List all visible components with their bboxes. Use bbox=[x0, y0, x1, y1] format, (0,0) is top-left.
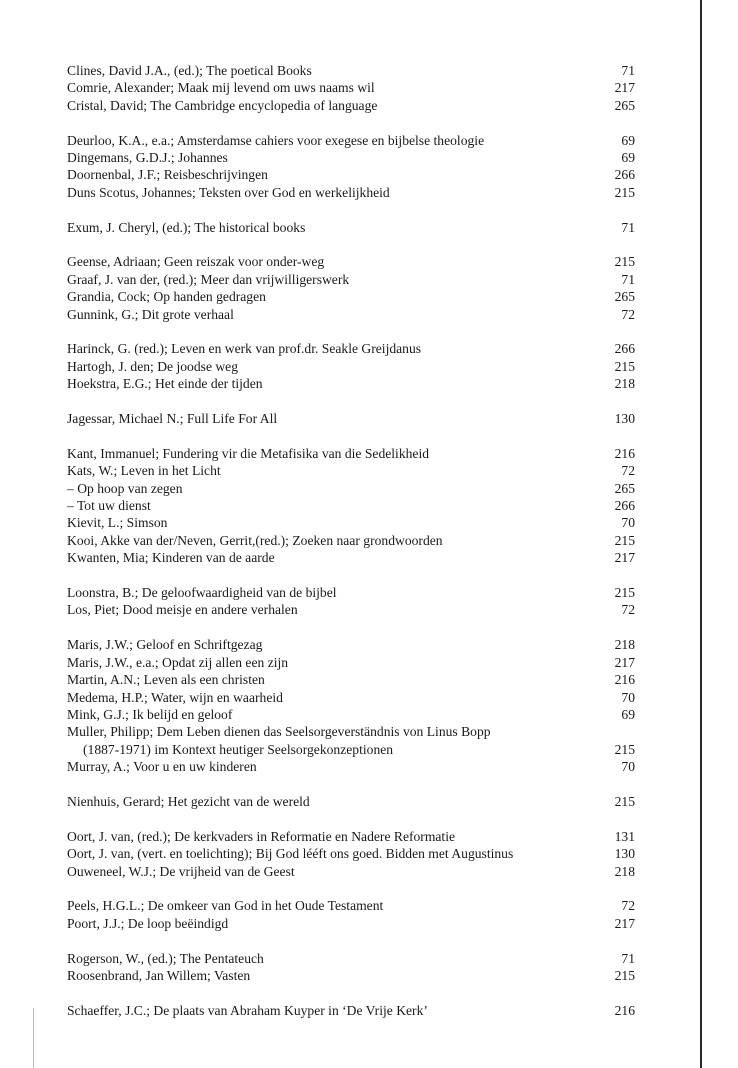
entry-title-text: Poort, J.J.; De loop beëindigd bbox=[67, 915, 229, 931]
index-entry bbox=[67, 462, 635, 479]
entry-title bbox=[67, 758, 607, 775]
entry-title bbox=[67, 514, 607, 531]
entry-page-number: 218 bbox=[614, 376, 635, 392]
index-entry bbox=[67, 166, 635, 183]
entry-title-text: Peels, H.G.L.; De omkeer van God in het Oude Testament bbox=[67, 898, 384, 914]
index-entry bbox=[67, 863, 635, 880]
entry-title bbox=[67, 306, 607, 323]
index-entry bbox=[67, 549, 635, 566]
index-entry bbox=[67, 584, 635, 601]
entry-title-text: Oort, J. van, (vert. en toelichting); Bij God lééft ons goed. Bidden met Augustinus bbox=[67, 846, 514, 862]
entry-page-number: 217 bbox=[614, 80, 635, 96]
index-entry bbox=[67, 915, 635, 932]
index-entry bbox=[67, 689, 635, 706]
entry-title-text: Grandia, Cock; Op handen gedragen bbox=[67, 289, 266, 305]
index-entry bbox=[67, 654, 635, 671]
entry-page-number: 131 bbox=[614, 828, 635, 844]
entry-title bbox=[67, 584, 607, 601]
entry-title-text: Kievit, L.; Simson bbox=[67, 515, 168, 531]
index-letter-group bbox=[67, 636, 635, 775]
entry-page-number: 266 bbox=[614, 167, 635, 183]
index-letter-group bbox=[67, 1002, 635, 1019]
entry-page-number: 215 bbox=[614, 532, 635, 548]
entry-title-text: Los, Piet; Dood meisje en andere verhalen bbox=[67, 602, 298, 618]
entry-title bbox=[67, 497, 607, 514]
entry-title-text: Exum, J. Cheryl, (ed.); The historical books bbox=[67, 219, 306, 235]
index-entry bbox=[67, 967, 635, 984]
entry-title bbox=[67, 132, 607, 149]
entry-title bbox=[67, 166, 607, 183]
index-letter-group bbox=[67, 253, 635, 323]
entry-page-number: 69 bbox=[621, 706, 635, 722]
entry-title-text: Maris, J.W.; Geloof en Schriftgezag bbox=[67, 637, 263, 653]
entry-title-text: – Tot uw dienst bbox=[67, 498, 151, 514]
entry-title-text: Dingemans, G.D.J.; Johannes bbox=[67, 150, 228, 166]
entry-title-text: Muller, Philipp; Dem Leben dienen das Seelsorgeverständnis von Linus Bopp bbox=[67, 724, 491, 740]
entry-title bbox=[67, 480, 607, 497]
index-entry bbox=[67, 340, 635, 357]
entry-page-number: 72 bbox=[621, 463, 635, 479]
entry-title bbox=[67, 375, 607, 392]
entry-title bbox=[67, 358, 607, 375]
entry-title bbox=[67, 410, 607, 427]
index-letter-group bbox=[67, 132, 635, 202]
index-entry bbox=[67, 532, 635, 549]
index-entry bbox=[67, 445, 635, 462]
entry-title bbox=[67, 184, 607, 201]
index-letter-group bbox=[67, 410, 635, 427]
index-letter-group bbox=[67, 950, 635, 985]
index-entry bbox=[67, 79, 635, 96]
entry-page-number: 265 bbox=[614, 97, 635, 113]
index-entry bbox=[67, 828, 635, 845]
index-letter-group bbox=[67, 445, 635, 567]
index-entry bbox=[67, 671, 635, 688]
index-entry bbox=[67, 723, 635, 758]
index-entry bbox=[67, 149, 635, 166]
entry-title-text: Schaeffer, J.C.; De plaats van Abraham Kuyper in ‘De Vrije Kerk’ bbox=[67, 1002, 428, 1018]
entry-title bbox=[67, 689, 607, 706]
entry-title-text: Loonstra, B.; De geloofwaardigheid van de bijbel bbox=[67, 585, 337, 601]
index-entry bbox=[67, 497, 635, 514]
entry-page-number: 215 bbox=[614, 793, 635, 809]
entry-title bbox=[67, 601, 607, 618]
index-entry bbox=[67, 636, 635, 653]
index-entry bbox=[67, 1002, 635, 1019]
entry-title-text: Kwanten, Mia; Kinderen van de aarde bbox=[67, 550, 275, 566]
entry-page-number: 215 bbox=[614, 358, 635, 374]
entry-page-number: 266 bbox=[614, 341, 635, 357]
page-edge-line bbox=[700, 0, 702, 1068]
entry-title-text: – Op hoop van zegen bbox=[67, 480, 183, 496]
entry-title bbox=[67, 271, 607, 288]
entry-title-text: Jagessar, Michael N.; Full Life For All bbox=[67, 411, 278, 427]
entry-page-number: 216 bbox=[614, 445, 635, 461]
entry-title-text: Martin, A.N.; Leven als een christen bbox=[67, 672, 265, 688]
entry-title-text: Kooi, Akke van der/Neven, Gerrit,(red.); Zoeken naar grondwoorden bbox=[67, 532, 443, 548]
entry-page-number: 71 bbox=[621, 63, 635, 78]
entry-title bbox=[67, 863, 607, 880]
entry-title bbox=[67, 62, 607, 79]
entry-title-text: Roosenbrand, Jan Willem; Vasten bbox=[67, 967, 251, 983]
index-entry bbox=[67, 601, 635, 618]
entry-title bbox=[67, 845, 607, 862]
index-letter-group bbox=[67, 219, 635, 236]
entry-page-number: 215 bbox=[614, 254, 635, 270]
entry-title bbox=[67, 288, 607, 305]
entry-title-text: Mink, G.J.; Ik belijd en geloof bbox=[67, 706, 233, 722]
index-entry bbox=[67, 758, 635, 775]
entry-page-number: 69 bbox=[621, 150, 635, 166]
entry-page-number: 71 bbox=[621, 271, 635, 287]
index-entry bbox=[67, 375, 635, 392]
entry-title bbox=[67, 79, 607, 96]
index-letter-group bbox=[67, 828, 635, 880]
index-entry bbox=[67, 271, 635, 288]
entry-page-number: 217 bbox=[614, 915, 635, 931]
entry-title bbox=[67, 340, 607, 357]
entry-title-text: Gunnink, G.; Dit grote verhaal bbox=[67, 306, 234, 322]
entry-title-text: Kats, W.; Leven in het Licht bbox=[67, 463, 221, 479]
entry-page-number: 215 bbox=[614, 184, 635, 200]
index-entry bbox=[67, 97, 635, 114]
entry-title bbox=[67, 793, 607, 810]
entry-page-number: 218 bbox=[614, 863, 635, 879]
entry-title bbox=[67, 1002, 607, 1019]
index-entry bbox=[67, 358, 635, 375]
index-entry bbox=[67, 306, 635, 323]
entry-title-text: Harinck, G. (red.); Leven en werk van prof.dr. Seakle Greijdanus bbox=[67, 341, 422, 357]
entry-title-text: Duns Scotus, Johannes; Teksten over God en werkelijkheid bbox=[67, 184, 390, 200]
entry-title bbox=[67, 462, 607, 479]
entry-title-text: Oort, J. van, (red.); De kerkvaders in Reformatie en Nadere Reformatie bbox=[67, 828, 456, 844]
index-entry bbox=[67, 480, 635, 497]
entry-title-continuation: (1887-1971) im Kontext heutiger Seelsorgekonzeptionen bbox=[83, 741, 394, 757]
index-letter-group bbox=[67, 340, 635, 392]
entry-page-number: 218 bbox=[614, 637, 635, 653]
entry-page-number: 215 bbox=[614, 585, 635, 601]
entry-title bbox=[67, 967, 607, 984]
entry-title-text: Cristal, David; The Cambridge encyclopedia of language bbox=[67, 97, 378, 113]
entry-title-text: Geense, Adriaan; Geen reiszak voor onder-weg bbox=[67, 254, 325, 270]
entry-title bbox=[67, 149, 607, 166]
entry-page-number: 70 bbox=[621, 759, 635, 775]
entry-page-number: 216 bbox=[614, 1002, 635, 1018]
book-index-list bbox=[67, 62, 635, 1037]
entry-title-text: Kant, Immanuel; Fundering vir die Metafisika van die Sedelikheid bbox=[67, 445, 430, 461]
entry-page-number: 216 bbox=[614, 672, 635, 688]
index-entry bbox=[67, 62, 635, 79]
entry-title bbox=[67, 897, 607, 914]
entry-title-text: Comrie, Alexander; Maak mij levend om uws naams wil bbox=[67, 80, 375, 96]
entry-title-text: Deurloo, K.A., e.a.; Amsterdamse cahiers voor exegese en bijbelse theologie bbox=[67, 132, 485, 148]
entry-title bbox=[67, 445, 607, 462]
entry-title bbox=[67, 532, 607, 549]
index-letter-group bbox=[67, 793, 635, 810]
index-letter-group bbox=[67, 584, 635, 619]
entry-title-text: Ouweneel, W.J.; De vrijheid van de Geest bbox=[67, 863, 295, 879]
index-entry bbox=[67, 706, 635, 723]
entry-page-number: 72 bbox=[621, 602, 635, 618]
entry-page-number: 71 bbox=[621, 219, 635, 235]
entry-title bbox=[67, 654, 607, 671]
index-entry bbox=[67, 219, 635, 236]
entry-title-text: Clines, David J.A., (ed.); The poetical Books bbox=[67, 63, 312, 78]
entry-title-text: Hartogh, J. den; De joodse weg bbox=[67, 358, 239, 374]
entry-page-number: 70 bbox=[621, 689, 635, 705]
entry-page-number: 217 bbox=[614, 550, 635, 566]
entry-title-text: Doornenbal, J.F.; Reisbeschrijvingen bbox=[67, 167, 268, 183]
entry-page-number: 215 bbox=[614, 741, 635, 757]
index-entry bbox=[67, 514, 635, 531]
index-entry bbox=[67, 184, 635, 201]
entry-page-number: 130 bbox=[614, 411, 635, 427]
entry-page-number: 265 bbox=[614, 480, 635, 496]
index-entry bbox=[67, 132, 635, 149]
entry-title-text: Medema, H.P.; Water, wijn en waarheid bbox=[67, 689, 283, 705]
index-entry bbox=[67, 253, 635, 270]
entry-page-number: 215 bbox=[614, 967, 635, 983]
entry-title bbox=[67, 549, 607, 566]
index-entry bbox=[67, 410, 635, 427]
entry-page-number: 266 bbox=[614, 498, 635, 514]
page-gutter-line bbox=[33, 1008, 34, 1068]
entry-title bbox=[67, 828, 607, 845]
index-entry bbox=[67, 793, 635, 810]
entry-page-number: 72 bbox=[621, 898, 635, 914]
entry-title bbox=[67, 915, 607, 932]
entry-title bbox=[67, 706, 607, 723]
entry-title-text: Maris, J.W., e.a.; Opdat zij allen een zijn bbox=[67, 654, 289, 670]
entry-title-text: Hoekstra, E.G.; Het einde der tijden bbox=[67, 376, 263, 392]
entry-title-text: Nienhuis, Gerard; Het gezicht van de wereld bbox=[67, 793, 310, 809]
entry-title bbox=[67, 723, 607, 758]
index-entry bbox=[67, 845, 635, 862]
index-letter-group bbox=[67, 62, 635, 114]
index-entry bbox=[67, 288, 635, 305]
entry-title-text: Graaf, J. van der, (red.); Meer dan vrijwilligerswerk bbox=[67, 271, 350, 287]
index-entry bbox=[67, 950, 635, 967]
entry-page-number: 70 bbox=[621, 515, 635, 531]
entry-title bbox=[67, 636, 607, 653]
entry-title bbox=[67, 950, 607, 967]
entry-page-number: 265 bbox=[614, 289, 635, 305]
entry-title bbox=[67, 253, 607, 270]
entry-title-text: Rogerson, W., (ed.); The Pentateuch bbox=[67, 950, 264, 966]
entry-title bbox=[67, 671, 607, 688]
entry-page-number: 217 bbox=[614, 654, 635, 670]
entry-title bbox=[67, 97, 607, 114]
entry-title bbox=[67, 219, 607, 236]
index-letter-group bbox=[67, 897, 635, 932]
entry-page-number: 69 bbox=[621, 132, 635, 148]
index-entry bbox=[67, 897, 635, 914]
entry-title-text: Murray, A.; Voor u en uw kinderen bbox=[67, 759, 257, 775]
entry-page-number: 71 bbox=[621, 950, 635, 966]
entry-page-number: 72 bbox=[621, 306, 635, 322]
entry-page-number: 130 bbox=[614, 846, 635, 862]
